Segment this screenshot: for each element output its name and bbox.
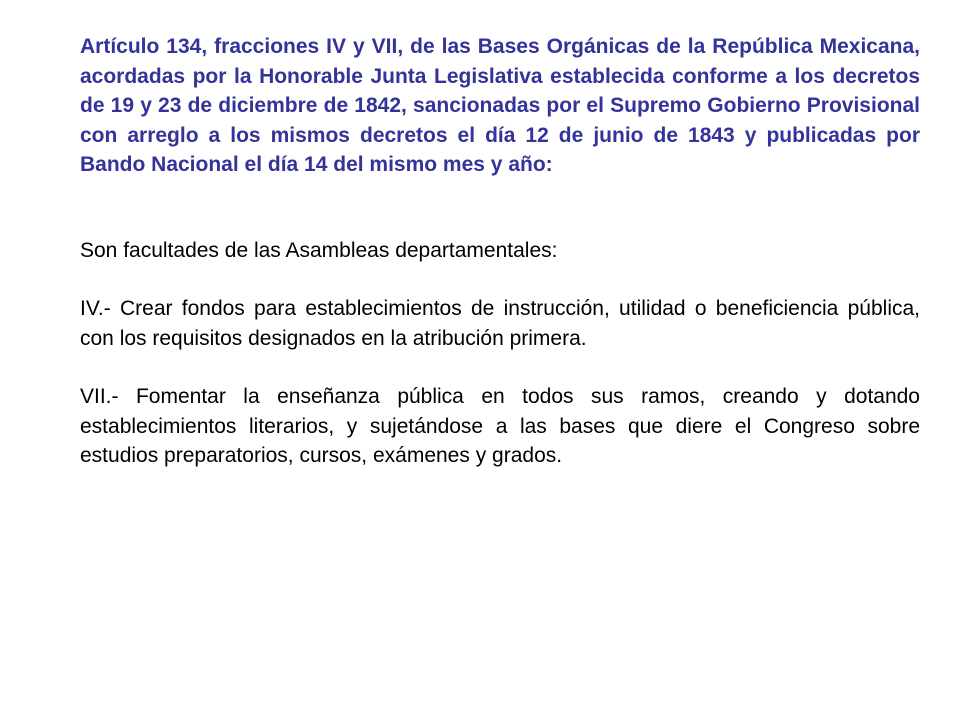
article-heading: Artículo 134, fracciones IV y VII, de las Bases Orgánicas de la República Mexicana, acordadas por la Honorable Junta Legislativa establecida conforme a los decretos de 19 y 23 de diciembre de 1842, sancionadas por el Supremo Gobierno Provisional con arreglo a los mismos decretos el día 12 de junio de 1843 y publicadas por Bando Nacional el día 14 del mismo mes y año: [80, 35, 920, 176]
intro-statement: Son facultades de las Asambleas departamentales: [80, 238, 558, 262]
slide-content [80, 32, 920, 471]
fraccion-iv: IV.- Crear fondos para establecimientos de instrucción, utilidad o beneficiencia pública, con los requisitos designados en la atribución primera. [80, 297, 920, 350]
fraccion-vii: VII.- Fomentar la enseñanza pública en todos sus ramos, creando y dotando establecimientos literarios, y sujetándose a las bases que diere el Congreso sobre estudios preparatorios, cursos, exámenes y grados. [80, 385, 920, 467]
